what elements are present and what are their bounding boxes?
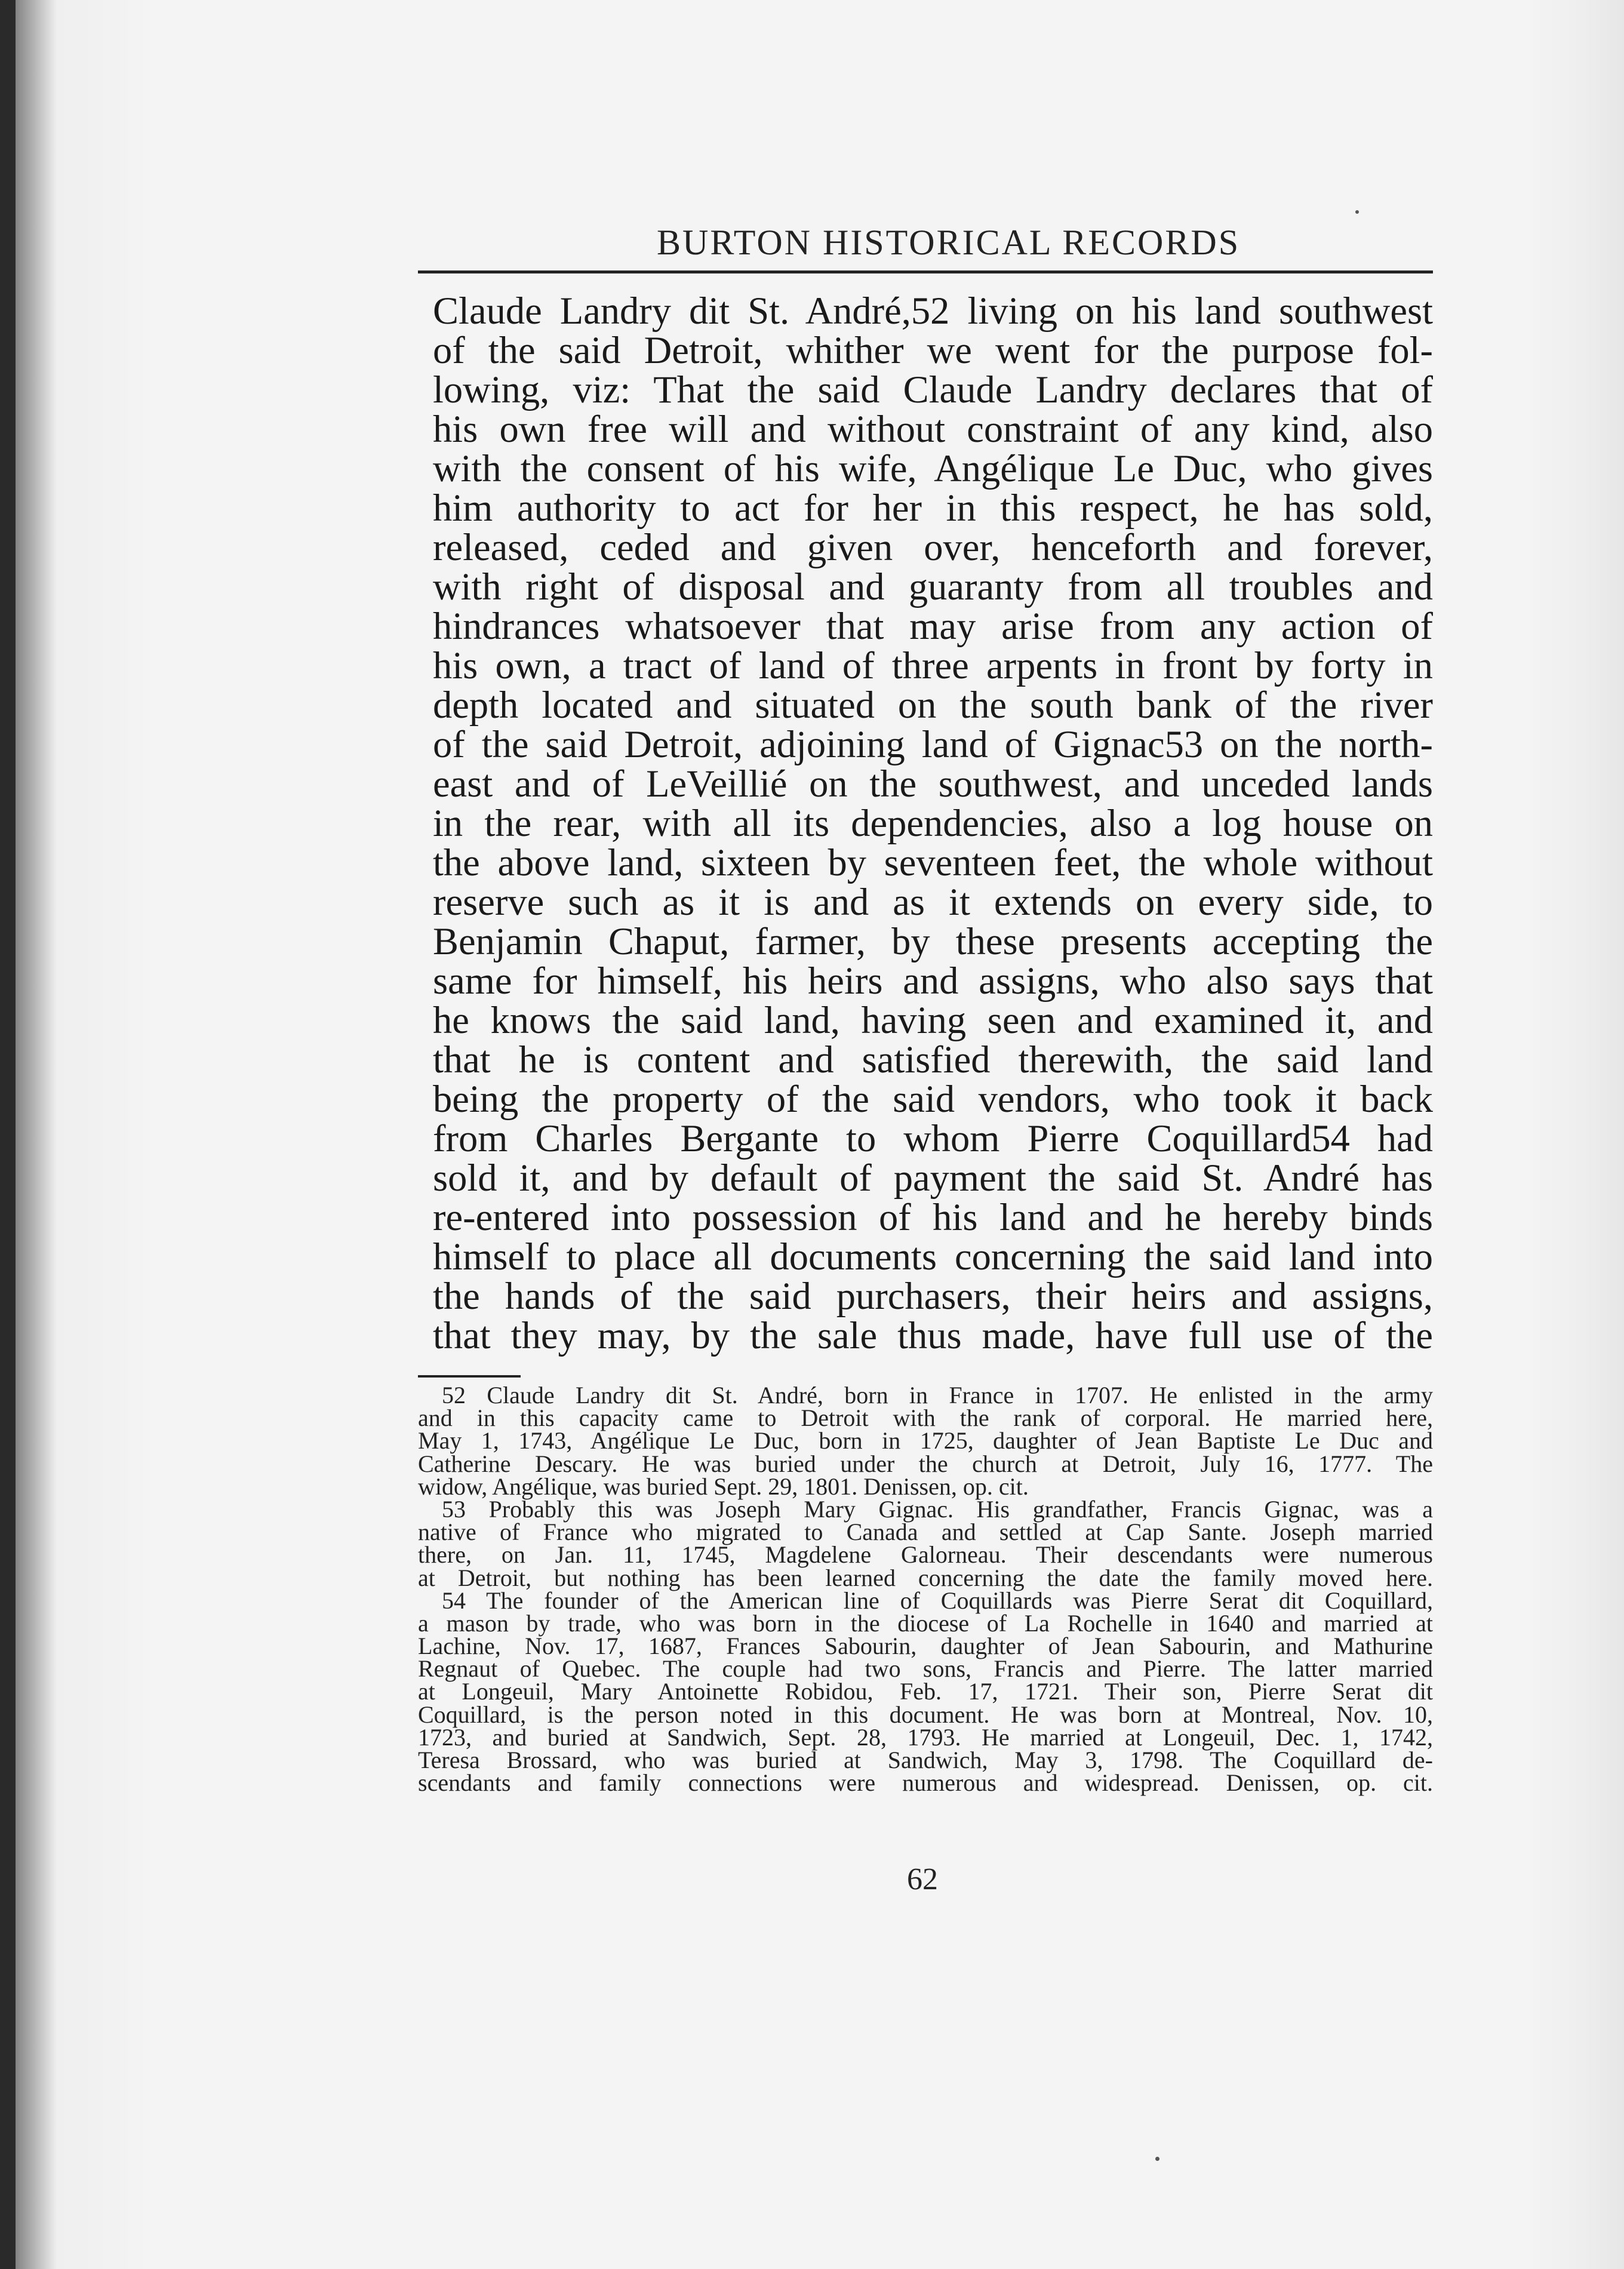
body-line: with right of disposal and guaranty from all troubles and xyxy=(433,565,1433,608)
footnote-line: at Detroit, but nothing has been learned concerning the date the family moved here. xyxy=(418,1564,1433,1591)
footnote-line: Coquillard, is the person noted in this document. He was born at Montreal, Nov. 10, xyxy=(418,1701,1433,1728)
body-line: east and of LeVeillié on the southwest, and unceded lands xyxy=(433,763,1433,805)
body-line: of the said Detroit, adjoining land of Gignac53 on the north- xyxy=(433,723,1433,765)
body-line: the above land, sixteen by seventeen feet, the whole without xyxy=(433,841,1433,884)
footnote-line: scendants and family connections were numerous and widespread. Denissen, op. cit. xyxy=(418,1769,1433,1797)
header-rule xyxy=(418,270,1433,273)
footnote-line: Regnaut of Quebec. The couple had two sons, Francis and Pierre. The latter married xyxy=(418,1655,1433,1683)
body-line: that they may, by the sale thus made, have full use of the xyxy=(433,1314,1433,1357)
running-head: BURTON HISTORICAL RECORDS xyxy=(657,223,1241,262)
body-line: hindrances whatsoever that may arise from any action of xyxy=(433,605,1433,647)
body-line: Claude Landry dit St. André,52 living on his land southwest xyxy=(433,290,1433,332)
body-line: him authority to act for her in this respect, he has sold, xyxy=(433,487,1433,529)
body-line: same for himself, his heirs and assigns, who also says that xyxy=(433,960,1433,1002)
body-line: lowing, viz: That the said Claude Landry declares that of xyxy=(433,368,1433,411)
footnote-line: 53 Probably this was Joseph Mary Gignac. His grandfather, Francis Gignac, was a xyxy=(442,1495,1433,1523)
body-line: re-entered into possession of his land and he hereby binds xyxy=(433,1196,1433,1238)
footnote-line: Lachine, Nov. 17, 1687, Frances Sabourin, daughter of Jean Sabourin, and Mathurine xyxy=(418,1632,1433,1660)
footnote-line: widow, Angélique, was buried Sept. 29, 1801. Denissen, op. cit. xyxy=(418,1472,1029,1500)
body-text xyxy=(433,291,1433,1355)
footnote-line: at Longeuil, Mary Antoinette Robidou, Feb. 17, 1721. Their son, Pierre Serat dit xyxy=(418,1678,1433,1705)
body-line: of the said Detroit, whither we went for the purpose fol- xyxy=(433,329,1433,371)
footnote-line: 52 Claude Landry dit St. André, born in France in 1707. He enlisted in the army xyxy=(442,1382,1433,1409)
footnote-line: native of France who migrated to Canada and settled at Cap Sante. Joseph married xyxy=(418,1518,1433,1546)
body-line: reserve such as it is and as it extends on every side, to xyxy=(433,881,1433,923)
footnote-line: 54 The founder of the American line of Coquillards was Pierre Serat dit Coquillard, xyxy=(442,1587,1433,1614)
body-line: released, ceded and given over, henceforth and forever, xyxy=(433,526,1433,568)
footnote-rule xyxy=(418,1375,521,1378)
body-line: Benjamin Chaput, farmer, by these presents accepting the xyxy=(433,920,1433,963)
footnote-line: a mason by trade, who was born in the diocese of La Rochelle in 1640 and married at xyxy=(418,1609,1433,1637)
body-line: his own free will and without constraint of any kind, also xyxy=(433,408,1433,450)
page-number: 62 xyxy=(907,1862,938,1896)
body-line: depth located and situated on the south bank of the river xyxy=(433,684,1433,726)
body-line: in the rear, with all its dependencies, also a log house on xyxy=(433,802,1433,844)
body-line: sold it, and by default of payment the said St. André has xyxy=(433,1157,1433,1199)
body-line: his own, a tract of land of three arpents in front by forty in xyxy=(433,644,1433,687)
footnote-line: there, on Jan. 11, 1745, Magdelene Galorneau. Their descendants were numerous xyxy=(418,1541,1433,1569)
footnotes xyxy=(418,1382,1433,1797)
body-line: he knows the said land, having seen and examined it, and xyxy=(433,999,1433,1041)
body-line: being the property of the said vendors, who took it back xyxy=(433,1078,1433,1120)
body-line: that he is content and satisfied therewith, the said land xyxy=(433,1038,1433,1081)
footnote-line: 1723, and buried at Sandwich, Sept. 28, 1793. He married at Longeuil, Dec. 1, 1742, xyxy=(418,1723,1433,1751)
body-line: from Charles Bergante to whom Pierre Coquillard54 had xyxy=(433,1117,1433,1160)
footnote-line: Teresa Brossard, who was buried at Sandwich, May 3, 1798. The Coquillard de- xyxy=(418,1747,1433,1773)
footnote-line: Catherine Descary. He was buried under the church at Detroit, July 16, 1777. The xyxy=(418,1450,1433,1477)
body-line: with the consent of his wife, Angélique Le Duc, who gives xyxy=(433,447,1433,490)
footnote-line: and in this capacity came to Detroit with the rank of corporal. He married here, xyxy=(418,1404,1433,1432)
body-line: the hands of the said purchasers, their heirs and assigns, xyxy=(433,1275,1433,1317)
body-line: himself to place all documents concerning the said land into xyxy=(433,1235,1433,1278)
footnote-line: May 1, 1743, Angélique Le Duc, born in 1725, daughter of Jean Baptiste Le Duc and xyxy=(418,1427,1433,1455)
